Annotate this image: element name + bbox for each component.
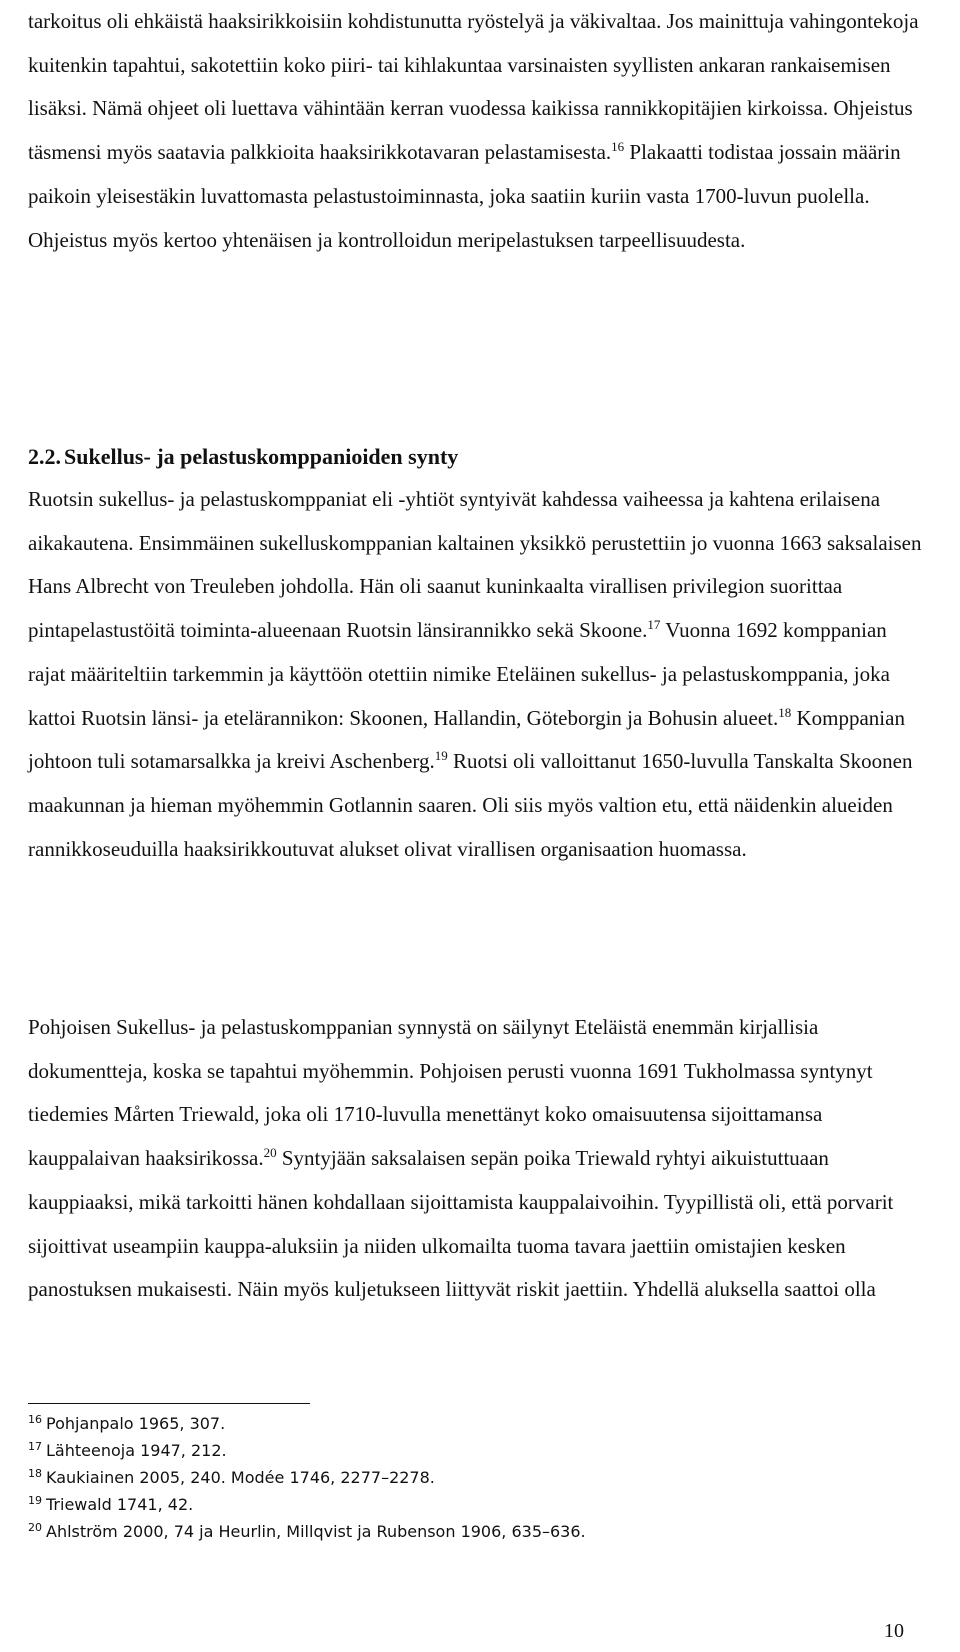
footnote-ref: 19 [434, 748, 448, 764]
footnote-number: 18 [28, 1466, 42, 1480]
footnote [28, 1518, 928, 1545]
footnote-divider [28, 1403, 310, 1404]
footnote-number: 20 [28, 1520, 42, 1534]
footnote-ref: 17 [647, 617, 661, 633]
paragraph-text: Ruotsi oli valloittanut 1650-luvulla Tanskalta Skoonen maakunnan ja hieman myöhemmin Gotlannin saaren. Oli siis myös valtion etu, että näidenkin alueiden rannikkoseuduilla haaksirikkoutuvat alukset olivat virallisen organisaation huomassa. [28, 749, 913, 861]
paragraph-text: Syntyjään saksalaisen sepän poika Triewald ryhtyi aikuistuttuaan kauppiaaksi, mikä tarkoitti hänen kohdallaan sijoittamista kauppalaivoihin. Tyypillistä oli, että porvarit sijoittivat useampiin kauppa-aluksiin ja niiden ulkomailta tuoma tavara jaettiin omistajien kesken panostuksen mukaisesti. Näin myös kuljetukseen liittyvät riskit jaettiin. Yhdellä aluksella saattoi olla [28, 1146, 894, 1302]
footnote [28, 1464, 928, 1491]
paragraph-text: Komppanian johtoon tuli sotamarsalkka ja kreivi Aschenberg. [28, 705, 905, 774]
footnote [28, 1410, 928, 1437]
paragraph-text: Ruotsin sukellus- ja pelastuskomppaniat eli -yhtiöt syntyivät kahdessa vaiheessa ja kahtena erilaisena aikakautena. Ensimmäinen sukelluskomppanian kaltainen yksikkö perustettiin jo vuonna 1663 saksalaisen Hans Albrecht von Treuleben johdolla. Hän oli saanut kuninkaalta virallisen privilegion suorittaa pintapelastustöitä toiminta-alueenaan Ruotsin länsirannikko sekä Skoone. [28, 487, 922, 643]
footnote-text: Pohjanpalo 1965, 307. [46, 1414, 226, 1433]
footnote-text: Lähteenoja 1947, 212. [46, 1441, 227, 1460]
paragraph [28, 478, 928, 871]
page-number: 10 [884, 1620, 904, 1642]
footnote-ref: 16 [611, 139, 625, 155]
footnote-number: 19 [28, 1493, 42, 1507]
paragraph-text: Vuonna 1692 komppanian rajat määriteltiin tarkemmin ja käyttöön otettiin nimike Eteläinen sukellus- ja pelastuskomppania, joka kattoi Ruotsin länsi- ja etelärannikon: Skoonen, Hallandin, Göteborgin ja Bohusin alueet. [28, 618, 890, 730]
footnote-number: 17 [28, 1439, 42, 1453]
paragraph-text: Pohjoisen Sukellus- ja pelastuskomppanian synnystä on säilynyt Eteläistä enemmän kirjallisia dokumentteja, koska se tapahtui myöhemmin. Pohjoisen perusti vuonna 1691 Tukholmassa syntynyt tiedemies Mårten Triewald, joka oli 1710-luvulla menettänyt koko omaisuutensa sijoittamansa kauppalaivan haaksirikossa. [28, 1015, 873, 1171]
footnote-text: Triewald 1741, 42. [46, 1495, 194, 1514]
section-number: 2.2. [28, 444, 61, 469]
section-heading [28, 444, 458, 470]
footnote-ref: 20 [263, 1145, 277, 1161]
footnote [28, 1437, 928, 1464]
footnote-text: Ahlström 2000, 74 ja Heurlin, Millqvist ja Rubenson 1906, 635–636. [46, 1522, 586, 1541]
footnote [28, 1491, 928, 1518]
footnote-text: Kaukiainen 2005, 240. Modée 1746, 2277–2278. [46, 1468, 435, 1487]
paragraph [28, 1006, 928, 1312]
paragraph-text: Plakaatti todistaa jossain määrin paikoin yleisestäkin luvattomasta pelastustoiminnasta, joka saatiin kuriin vasta 1700-luvun puolella. Ohjeistus myös kertoo yhtenäisen ja kontrolloidun meripelastuksen tarpeellisuudesta. [28, 140, 901, 252]
footnotes [28, 1410, 928, 1545]
section-title: Sukellus- ja pelastuskomppanioiden synty [64, 444, 459, 469]
paragraph-text: tarkoitus oli ehkäistä haaksirikkoisiin kohdistunutta ryöstelyä ja väkivaltaa. Jos mainittuja vahingontekoja kuitenkin tapahtui, sakotettiin koko piiri- tai kihlakuntaa varsinaisten syyllisten ankaran rankaisemisen lisäksi. Nämä ohjeet oli luettava vähintään kerran vuodessa kaikissa rannikkopitäjien kirkoissa. Ohjeistus täsmensi myös saatavia palkkioita haaksirikkotavaran pelastamisesta. [28, 9, 919, 165]
footnote-ref: 18 [778, 704, 792, 720]
footnote-number: 16 [28, 1412, 42, 1426]
paragraph [28, 0, 928, 262]
